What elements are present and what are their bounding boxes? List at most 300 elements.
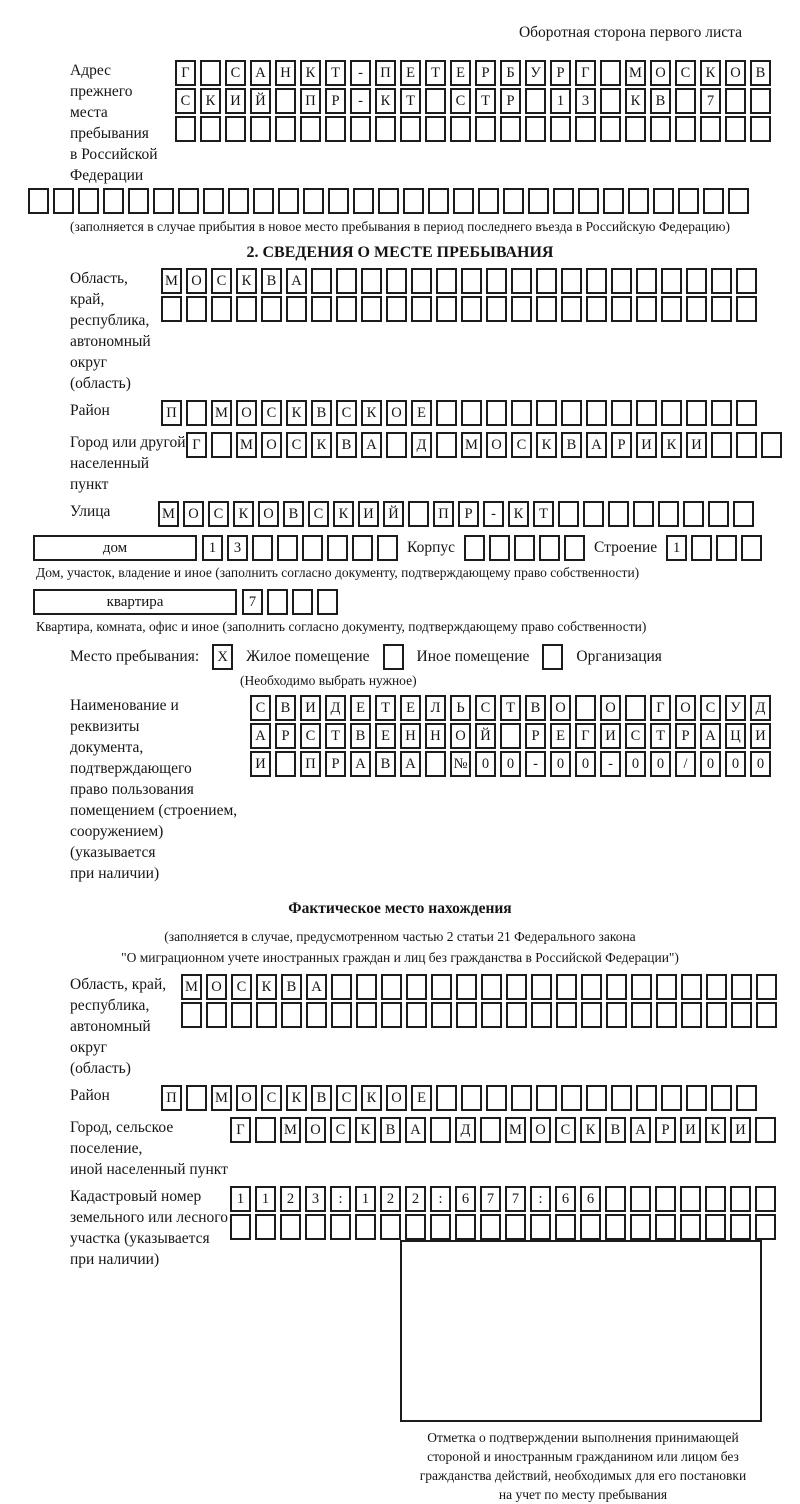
char-cell[interactable] xyxy=(275,116,296,142)
char-cell[interactable] xyxy=(580,1214,601,1240)
char-cell[interactable]: Е xyxy=(400,695,421,721)
char-cell[interactable] xyxy=(381,1002,402,1028)
char-cell[interactable]: : xyxy=(530,1186,551,1212)
char-cell[interactable] xyxy=(525,88,546,114)
char-cell[interactable] xyxy=(436,268,457,294)
char-cell[interactable] xyxy=(281,1002,302,1028)
char-cell[interactable] xyxy=(681,1002,702,1028)
char-cell[interactable]: С xyxy=(675,60,696,86)
char-cell[interactable] xyxy=(277,535,298,561)
char-cell[interactable] xyxy=(103,188,124,214)
char-cell[interactable] xyxy=(302,535,323,561)
char-cell[interactable] xyxy=(231,1002,252,1028)
char-cell[interactable] xyxy=(628,188,649,214)
char-cell[interactable] xyxy=(430,1117,451,1143)
char-cell[interactable]: И xyxy=(225,88,246,114)
char-cell[interactable]: Т xyxy=(325,60,346,86)
char-cell[interactable]: Е xyxy=(400,60,421,86)
char-cell[interactable] xyxy=(531,1002,552,1028)
char-cell[interactable]: А xyxy=(250,60,271,86)
char-cell[interactable]: Й xyxy=(250,88,271,114)
char-cell[interactable]: К xyxy=(361,400,382,426)
char-cell[interactable]: М xyxy=(158,501,179,527)
char-cell[interactable]: Т xyxy=(425,60,446,86)
checkbox-inoe[interactable] xyxy=(383,644,404,670)
char-cell[interactable] xyxy=(511,400,532,426)
char-cell[interactable] xyxy=(230,1214,251,1240)
char-cell[interactable]: И xyxy=(600,723,621,749)
char-cell[interactable] xyxy=(78,188,99,214)
char-cell[interactable]: К xyxy=(705,1117,726,1143)
char-cell[interactable] xyxy=(275,88,296,114)
char-cell[interactable] xyxy=(500,723,521,749)
char-cell[interactable] xyxy=(327,535,348,561)
char-cell[interactable] xyxy=(425,116,446,142)
char-cell[interactable]: В xyxy=(750,60,771,86)
char-cell[interactable] xyxy=(355,1214,376,1240)
char-cell[interactable] xyxy=(236,296,257,322)
char-cell[interactable]: Г xyxy=(650,695,671,721)
char-cell[interactable] xyxy=(431,1002,452,1028)
char-cell[interactable] xyxy=(430,1214,451,1240)
char-cell[interactable]: Г xyxy=(575,723,596,749)
char-cell[interactable] xyxy=(406,974,427,1000)
char-cell[interactable] xyxy=(731,1002,752,1028)
char-cell[interactable]: 6 xyxy=(580,1186,601,1212)
char-cell[interactable]: А xyxy=(306,974,327,1000)
char-cell[interactable] xyxy=(536,268,557,294)
char-cell[interactable] xyxy=(425,751,446,777)
char-cell[interactable]: С xyxy=(225,60,246,86)
char-cell[interactable]: О xyxy=(386,1085,407,1111)
char-cell[interactable] xyxy=(706,1002,727,1028)
char-cell[interactable] xyxy=(161,296,182,322)
char-cell[interactable]: С xyxy=(261,400,282,426)
char-cell[interactable] xyxy=(405,1214,426,1240)
char-cell[interactable]: М xyxy=(625,60,646,86)
char-cell[interactable]: А xyxy=(350,751,371,777)
char-cell[interactable] xyxy=(306,1002,327,1028)
char-cell[interactable] xyxy=(511,268,532,294)
char-cell[interactable] xyxy=(525,116,546,142)
char-cell[interactable]: К xyxy=(361,1085,382,1111)
char-cell[interactable]: С xyxy=(330,1117,351,1143)
char-cell[interactable] xyxy=(255,1117,276,1143)
char-cell[interactable] xyxy=(553,188,574,214)
char-cell[interactable] xyxy=(736,296,757,322)
char-cell[interactable]: С xyxy=(625,723,646,749)
char-cell[interactable]: Е xyxy=(411,1085,432,1111)
char-cell[interactable] xyxy=(361,268,382,294)
checkbox-organizatsiya[interactable] xyxy=(542,644,563,670)
char-cell[interactable]: Р xyxy=(275,723,296,749)
char-cell[interactable]: С xyxy=(450,88,471,114)
char-cell[interactable]: О xyxy=(386,400,407,426)
char-cell[interactable]: Л xyxy=(425,695,446,721)
char-cell[interactable]: В xyxy=(525,695,546,721)
char-cell[interactable]: Н xyxy=(400,723,421,749)
char-cell[interactable]: К xyxy=(333,501,354,527)
char-cell[interactable] xyxy=(253,188,274,214)
char-cell[interactable] xyxy=(336,296,357,322)
char-cell[interactable]: Р xyxy=(655,1117,676,1143)
char-cell[interactable] xyxy=(186,296,207,322)
char-cell[interactable]: К xyxy=(286,400,307,426)
char-cell[interactable] xyxy=(611,400,632,426)
char-cell[interactable]: А xyxy=(630,1117,651,1143)
char-cell[interactable] xyxy=(478,188,499,214)
char-cell[interactable] xyxy=(225,116,246,142)
char-cell[interactable] xyxy=(305,1214,326,1240)
char-cell[interactable] xyxy=(661,1085,682,1111)
char-cell[interactable] xyxy=(511,1085,532,1111)
char-cell[interactable]: М xyxy=(161,268,182,294)
char-cell[interactable] xyxy=(53,188,74,214)
char-cell[interactable]: О xyxy=(725,60,746,86)
char-cell[interactable] xyxy=(536,1085,557,1111)
char-cell[interactable]: К xyxy=(536,432,557,458)
char-cell[interactable]: 0 xyxy=(550,751,571,777)
char-cell[interactable]: Б xyxy=(500,60,521,86)
char-cell[interactable] xyxy=(756,974,777,1000)
char-cell[interactable]: 7 xyxy=(700,88,721,114)
char-cell[interactable] xyxy=(408,501,429,527)
char-cell[interactable]: О xyxy=(530,1117,551,1143)
char-cell[interactable]: В xyxy=(261,268,282,294)
char-cell[interactable] xyxy=(186,1085,207,1111)
char-cell[interactable]: В xyxy=(650,88,671,114)
char-cell[interactable] xyxy=(486,400,507,426)
char-cell[interactable]: А xyxy=(286,268,307,294)
char-cell[interactable]: Ь xyxy=(450,695,471,721)
char-cell[interactable]: Р xyxy=(525,723,546,749)
char-cell[interactable]: Е xyxy=(350,695,371,721)
char-cell[interactable]: А xyxy=(361,432,382,458)
char-cell[interactable] xyxy=(331,1002,352,1028)
char-cell[interactable] xyxy=(555,1214,576,1240)
char-cell[interactable]: Г xyxy=(230,1117,251,1143)
checkbox-zhiloe[interactable]: X xyxy=(212,644,233,670)
char-cell[interactable] xyxy=(606,974,627,1000)
char-cell[interactable]: Е xyxy=(450,60,471,86)
char-cell[interactable] xyxy=(630,1214,651,1240)
char-cell[interactable] xyxy=(456,1002,477,1028)
char-cell[interactable]: О xyxy=(675,695,696,721)
char-cell[interactable] xyxy=(625,116,646,142)
char-cell[interactable] xyxy=(731,974,752,1000)
char-cell[interactable]: М xyxy=(236,432,257,458)
char-cell[interactable]: О xyxy=(550,695,571,721)
char-cell[interactable]: Г xyxy=(575,60,596,86)
char-cell[interactable] xyxy=(200,116,221,142)
char-cell[interactable] xyxy=(330,1214,351,1240)
char-cell[interactable]: О xyxy=(236,400,257,426)
char-cell[interactable] xyxy=(511,296,532,322)
char-cell[interactable] xyxy=(630,1186,651,1212)
char-cell[interactable] xyxy=(303,188,324,214)
char-cell[interactable] xyxy=(716,535,737,561)
char-cell[interactable] xyxy=(711,432,732,458)
char-cell[interactable] xyxy=(756,1002,777,1028)
char-cell[interactable]: О xyxy=(261,432,282,458)
char-cell[interactable] xyxy=(736,268,757,294)
char-cell[interactable]: С xyxy=(286,432,307,458)
char-cell[interactable]: 2 xyxy=(405,1186,426,1212)
char-cell[interactable] xyxy=(200,60,221,86)
char-cell[interactable]: С xyxy=(261,1085,282,1111)
char-cell[interactable] xyxy=(730,1186,751,1212)
char-cell[interactable] xyxy=(536,400,557,426)
char-cell[interactable]: 1 xyxy=(355,1186,376,1212)
char-cell[interactable] xyxy=(436,400,457,426)
char-cell[interactable] xyxy=(536,296,557,322)
char-cell[interactable]: О xyxy=(486,432,507,458)
char-cell[interactable] xyxy=(755,1186,776,1212)
char-cell[interactable]: - xyxy=(600,751,621,777)
char-cell[interactable] xyxy=(605,1214,626,1240)
char-cell[interactable] xyxy=(686,400,707,426)
char-cell[interactable] xyxy=(705,1186,726,1212)
char-cell[interactable]: 7 xyxy=(480,1186,501,1212)
char-cell[interactable]: С xyxy=(336,1085,357,1111)
char-cell[interactable] xyxy=(175,116,196,142)
char-cell[interactable]: С xyxy=(175,88,196,114)
char-cell[interactable]: К xyxy=(311,432,332,458)
char-cell[interactable] xyxy=(531,974,552,1000)
char-cell[interactable]: М xyxy=(211,1085,232,1111)
char-cell[interactable]: В xyxy=(350,723,371,749)
char-cell[interactable]: Е xyxy=(411,400,432,426)
char-cell[interactable]: О xyxy=(236,1085,257,1111)
char-cell[interactable] xyxy=(661,268,682,294)
char-cell[interactable]: К xyxy=(625,88,646,114)
char-cell[interactable] xyxy=(461,296,482,322)
char-cell[interactable]: Р xyxy=(475,60,496,86)
char-cell[interactable] xyxy=(681,974,702,1000)
char-cell[interactable] xyxy=(711,400,732,426)
char-cell[interactable]: К xyxy=(375,88,396,114)
char-cell[interactable] xyxy=(206,1002,227,1028)
char-cell[interactable] xyxy=(631,974,652,1000)
char-cell[interactable]: 0 xyxy=(700,751,721,777)
char-cell[interactable] xyxy=(461,268,482,294)
char-cell[interactable] xyxy=(556,1002,577,1028)
char-cell[interactable] xyxy=(331,974,352,1000)
char-cell[interactable] xyxy=(481,974,502,1000)
char-cell[interactable]: В xyxy=(561,432,582,458)
char-cell[interactable] xyxy=(461,400,482,426)
char-cell[interactable]: У xyxy=(525,60,546,86)
char-cell[interactable] xyxy=(292,589,313,615)
char-cell[interactable] xyxy=(350,116,371,142)
char-cell[interactable] xyxy=(706,974,727,1000)
char-cell[interactable] xyxy=(606,1002,627,1028)
char-cell[interactable] xyxy=(711,1085,732,1111)
char-cell[interactable] xyxy=(725,116,746,142)
char-cell[interactable]: П xyxy=(375,60,396,86)
char-cell[interactable]: 0 xyxy=(725,751,746,777)
char-cell[interactable] xyxy=(203,188,224,214)
char-cell[interactable] xyxy=(725,88,746,114)
char-cell[interactable]: М xyxy=(280,1117,301,1143)
char-cell[interactable] xyxy=(680,1214,701,1240)
char-cell[interactable] xyxy=(575,695,596,721)
char-cell[interactable] xyxy=(655,1214,676,1240)
char-cell[interactable]: В xyxy=(375,751,396,777)
char-cell[interactable]: С xyxy=(211,268,232,294)
char-cell[interactable]: В xyxy=(336,432,357,458)
char-cell[interactable] xyxy=(267,589,288,615)
char-cell[interactable] xyxy=(561,296,582,322)
char-cell[interactable] xyxy=(317,589,338,615)
char-cell[interactable]: К xyxy=(286,1085,307,1111)
char-cell[interactable] xyxy=(453,188,474,214)
char-cell[interactable] xyxy=(311,296,332,322)
char-cell[interactable]: К xyxy=(580,1117,601,1143)
char-cell[interactable]: Т xyxy=(475,88,496,114)
char-cell[interactable]: Н xyxy=(425,723,446,749)
char-cell[interactable]: И xyxy=(636,432,657,458)
char-cell[interactable] xyxy=(611,1085,632,1111)
char-cell[interactable]: П xyxy=(433,501,454,527)
char-cell[interactable] xyxy=(456,974,477,1000)
char-cell[interactable] xyxy=(489,535,510,561)
char-cell[interactable] xyxy=(730,1214,751,1240)
char-cell[interactable]: Й xyxy=(475,723,496,749)
char-cell[interactable]: А xyxy=(400,751,421,777)
char-cell[interactable] xyxy=(228,188,249,214)
char-cell[interactable] xyxy=(750,116,771,142)
char-cell[interactable] xyxy=(675,116,696,142)
char-cell[interactable]: А xyxy=(586,432,607,458)
char-cell[interactable] xyxy=(375,116,396,142)
char-cell[interactable] xyxy=(381,974,402,1000)
char-cell[interactable]: Е xyxy=(550,723,571,749)
char-cell[interactable] xyxy=(550,116,571,142)
char-cell[interactable] xyxy=(631,1002,652,1028)
char-cell[interactable] xyxy=(605,1186,626,1212)
char-cell[interactable]: 0 xyxy=(475,751,496,777)
char-cell[interactable]: К xyxy=(508,501,529,527)
char-cell[interactable]: О xyxy=(258,501,279,527)
char-cell[interactable]: 0 xyxy=(625,751,646,777)
char-cell[interactable]: В xyxy=(605,1117,626,1143)
char-cell[interactable] xyxy=(256,1002,277,1028)
char-cell[interactable] xyxy=(586,400,607,426)
char-cell[interactable] xyxy=(353,188,374,214)
char-cell[interactable] xyxy=(455,1214,476,1240)
char-cell[interactable] xyxy=(486,1085,507,1111)
char-cell[interactable]: 7 xyxy=(505,1186,526,1212)
char-cell[interactable]: С xyxy=(336,400,357,426)
char-cell[interactable]: Н xyxy=(275,60,296,86)
char-cell[interactable] xyxy=(500,116,521,142)
char-cell[interactable] xyxy=(608,501,629,527)
char-cell[interactable]: Р xyxy=(325,751,346,777)
char-cell[interactable] xyxy=(400,116,421,142)
char-cell[interactable]: О xyxy=(450,723,471,749)
char-cell[interactable] xyxy=(600,60,621,86)
char-cell[interactable] xyxy=(578,188,599,214)
char-cell[interactable] xyxy=(586,1085,607,1111)
char-cell[interactable] xyxy=(636,268,657,294)
char-cell[interactable]: А xyxy=(250,723,271,749)
char-cell[interactable] xyxy=(581,1002,602,1028)
char-cell[interactable] xyxy=(586,296,607,322)
char-cell[interactable] xyxy=(675,88,696,114)
char-cell[interactable] xyxy=(280,1214,301,1240)
char-cell[interactable] xyxy=(486,268,507,294)
char-cell[interactable] xyxy=(28,188,49,214)
char-cell[interactable] xyxy=(356,974,377,1000)
char-cell[interactable]: - xyxy=(525,751,546,777)
char-cell[interactable]: К xyxy=(200,88,221,114)
char-cell[interactable] xyxy=(636,1085,657,1111)
char-cell[interactable] xyxy=(600,116,621,142)
char-cell[interactable]: И xyxy=(686,432,707,458)
char-cell[interactable] xyxy=(736,432,757,458)
char-cell[interactable]: К xyxy=(661,432,682,458)
char-cell[interactable] xyxy=(480,1214,501,1240)
char-cell[interactable]: С xyxy=(511,432,532,458)
char-cell[interactable]: 0 xyxy=(500,751,521,777)
char-cell[interactable]: И xyxy=(730,1117,751,1143)
char-cell[interactable] xyxy=(411,268,432,294)
char-cell[interactable]: Т xyxy=(375,695,396,721)
char-cell[interactable] xyxy=(650,116,671,142)
char-cell[interactable]: Р xyxy=(550,60,571,86)
char-cell[interactable]: / xyxy=(675,751,696,777)
char-cell[interactable] xyxy=(686,1085,707,1111)
char-cell[interactable] xyxy=(705,1214,726,1240)
char-cell[interactable] xyxy=(691,535,712,561)
char-cell[interactable] xyxy=(564,535,585,561)
char-cell[interactable] xyxy=(480,1117,501,1143)
char-cell[interactable]: 3 xyxy=(227,535,248,561)
char-cell[interactable] xyxy=(178,188,199,214)
char-cell[interactable]: П xyxy=(300,88,321,114)
char-cell[interactable]: В xyxy=(380,1117,401,1143)
char-cell[interactable] xyxy=(377,535,398,561)
char-cell[interactable]: Р xyxy=(675,723,696,749)
dom-type-box[interactable]: дом xyxy=(33,535,197,561)
char-cell[interactable] xyxy=(558,501,579,527)
char-cell[interactable] xyxy=(625,695,646,721)
char-cell[interactable]: И xyxy=(300,695,321,721)
char-cell[interactable] xyxy=(700,116,721,142)
char-cell[interactable] xyxy=(425,88,446,114)
char-cell[interactable] xyxy=(403,188,424,214)
char-cell[interactable] xyxy=(733,501,754,527)
char-cell[interactable]: В xyxy=(311,1085,332,1111)
char-cell[interactable] xyxy=(252,535,273,561)
char-cell[interactable] xyxy=(661,296,682,322)
char-cell[interactable] xyxy=(653,188,674,214)
char-cell[interactable] xyxy=(539,535,560,561)
char-cell[interactable] xyxy=(181,1002,202,1028)
char-cell[interactable]: Т xyxy=(400,88,421,114)
char-cell[interactable]: Й xyxy=(383,501,404,527)
char-cell[interactable]: Р xyxy=(500,88,521,114)
char-cell[interactable]: Р xyxy=(611,432,632,458)
char-cell[interactable]: Д xyxy=(750,695,771,721)
char-cell[interactable] xyxy=(561,400,582,426)
char-cell[interactable] xyxy=(450,116,471,142)
char-cell[interactable] xyxy=(755,1214,776,1240)
char-cell[interactable] xyxy=(411,296,432,322)
char-cell[interactable] xyxy=(255,1214,276,1240)
char-cell[interactable] xyxy=(561,1085,582,1111)
